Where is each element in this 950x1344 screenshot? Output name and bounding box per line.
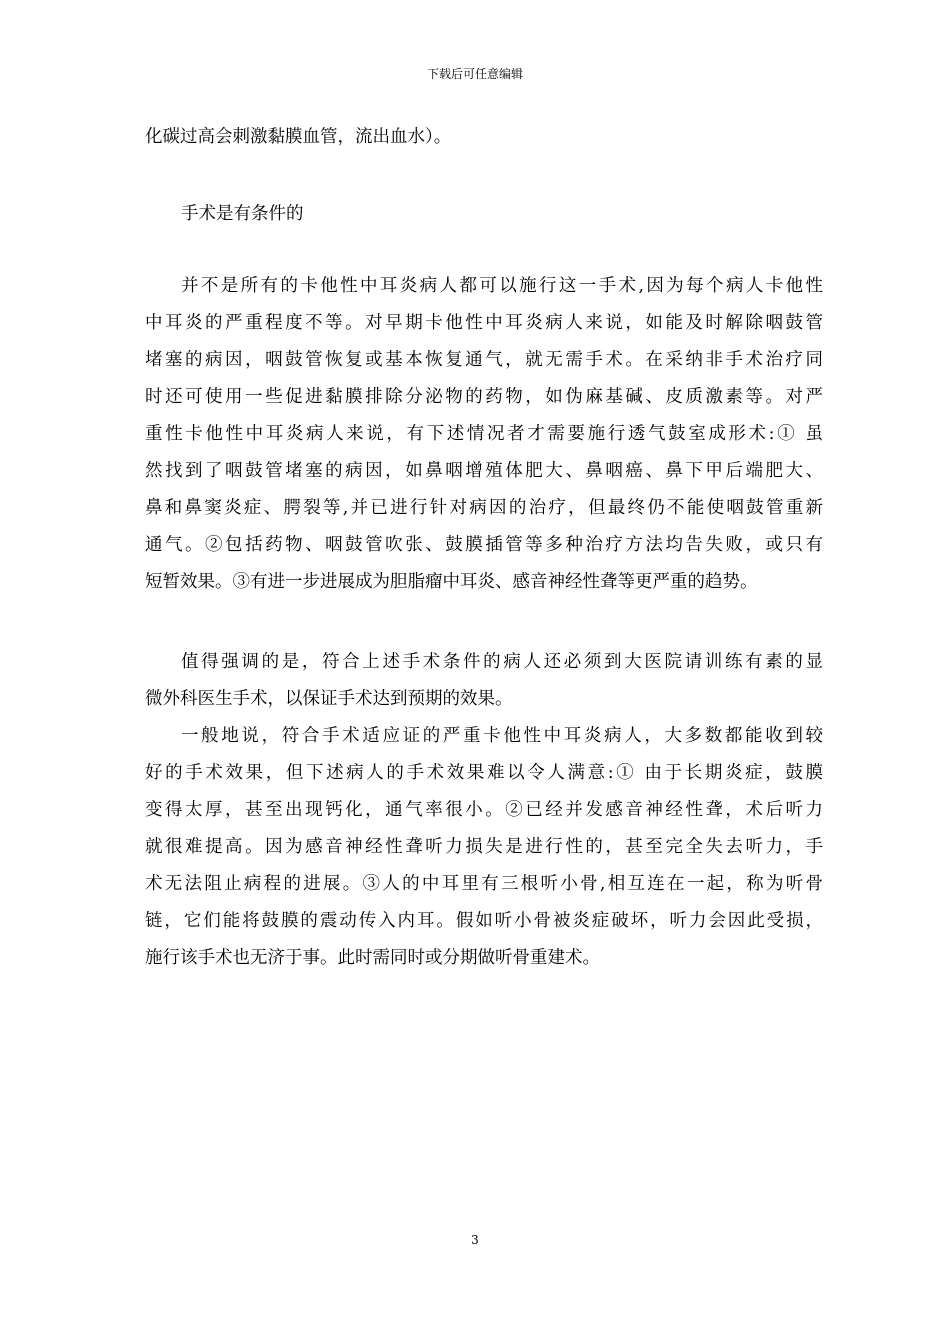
- paragraph-surgery-conditions: [145, 268, 823, 601]
- text-line: 施行该手术也无济于事。此时需同时或分期做听骨重建术。: [145, 948, 600, 968]
- page-number: 3: [471, 1233, 479, 1247]
- text-line: 并不是所有的卡他性中耳炎病人都可以施行这一手术,因为每个病人卡他性: [181, 276, 823, 296]
- text-line: 术无法阻止病程的进展。③人的中耳里有三根听小骨,相互连在一起，称为听骨: [145, 874, 823, 894]
- text-line: 化碳过高会刺激黏膜血管，流出血水）。: [145, 127, 452, 147]
- page-header: 下载后可任意编辑: [426, 67, 523, 81]
- text-line: 就很难提高。因为感音神经性聋听力损失是进行性的，甚至完全失去听力，手: [145, 837, 823, 857]
- text-line: 一般地说，符合手术适应证的严重卡他性中耳炎病人，大多数都能收到较: [181, 726, 823, 746]
- text-line: 鼻和鼻窦炎症、腭裂等,并已进行针对病因的治疗，但最终仍不能使咽鼓管重新: [145, 498, 823, 518]
- text-line: 重性卡他性中耳炎病人来说，有下述情况者才需要施行透气鼓室成形术:① 虽: [145, 424, 823, 444]
- text-line: 然找到了咽鼓管堵塞的病因，如鼻咽增殖体肥大、鼻咽癌、鼻下甲后端肥大、: [145, 461, 823, 481]
- continued-paragraph: [145, 119, 823, 156]
- text-line: 微外科医生手术，以保证手术达到预期的效果。: [145, 689, 513, 709]
- text-line: 通气。②包括药物、咽鼓管吹张、鼓膜插管等多种治疗方法均告失败，或只有: [145, 535, 823, 555]
- paragraph-emphasis: [145, 644, 823, 718]
- text-line: 时还可使用一些促进黏膜排除分泌物的药物，如伪麻基碱、皮质激素等。对严: [145, 387, 823, 407]
- text-line: 短暂效果。③有进一步进展成为胆脂瘤中耳炎、感音神经性聋等更严重的趋势。: [145, 572, 758, 592]
- text-line: 变得太厚，甚至出现钙化，通气率很小。②已经并发感音神经性聋，术后听力: [145, 800, 823, 820]
- text-line: 链，它们能将鼓膜的震动传入内耳。假如听小骨被炎症破坏，听力会因此受损，: [145, 911, 823, 931]
- section-heading-block: [145, 196, 823, 233]
- text-line: 值得强调的是，符合上述手术条件的病人还必须到大医院请训练有素的显: [181, 652, 823, 672]
- section-heading: 手术是有条件的: [181, 204, 304, 224]
- text-line: 中耳炎的严重程度不等。对早期卡他性中耳炎病人来说，如能及时解除咽鼓管: [145, 313, 823, 333]
- paragraph-outcomes: [145, 718, 823, 977]
- text-line: 堵塞的病因，咽鼓管恢复或基本恢复通气，就无需手术。在采纳非手术治疗同: [145, 350, 823, 370]
- text-line: 好的手术效果，但下述病人的手术效果难以令人满意:① 由于长期炎症，鼓膜: [145, 763, 823, 783]
